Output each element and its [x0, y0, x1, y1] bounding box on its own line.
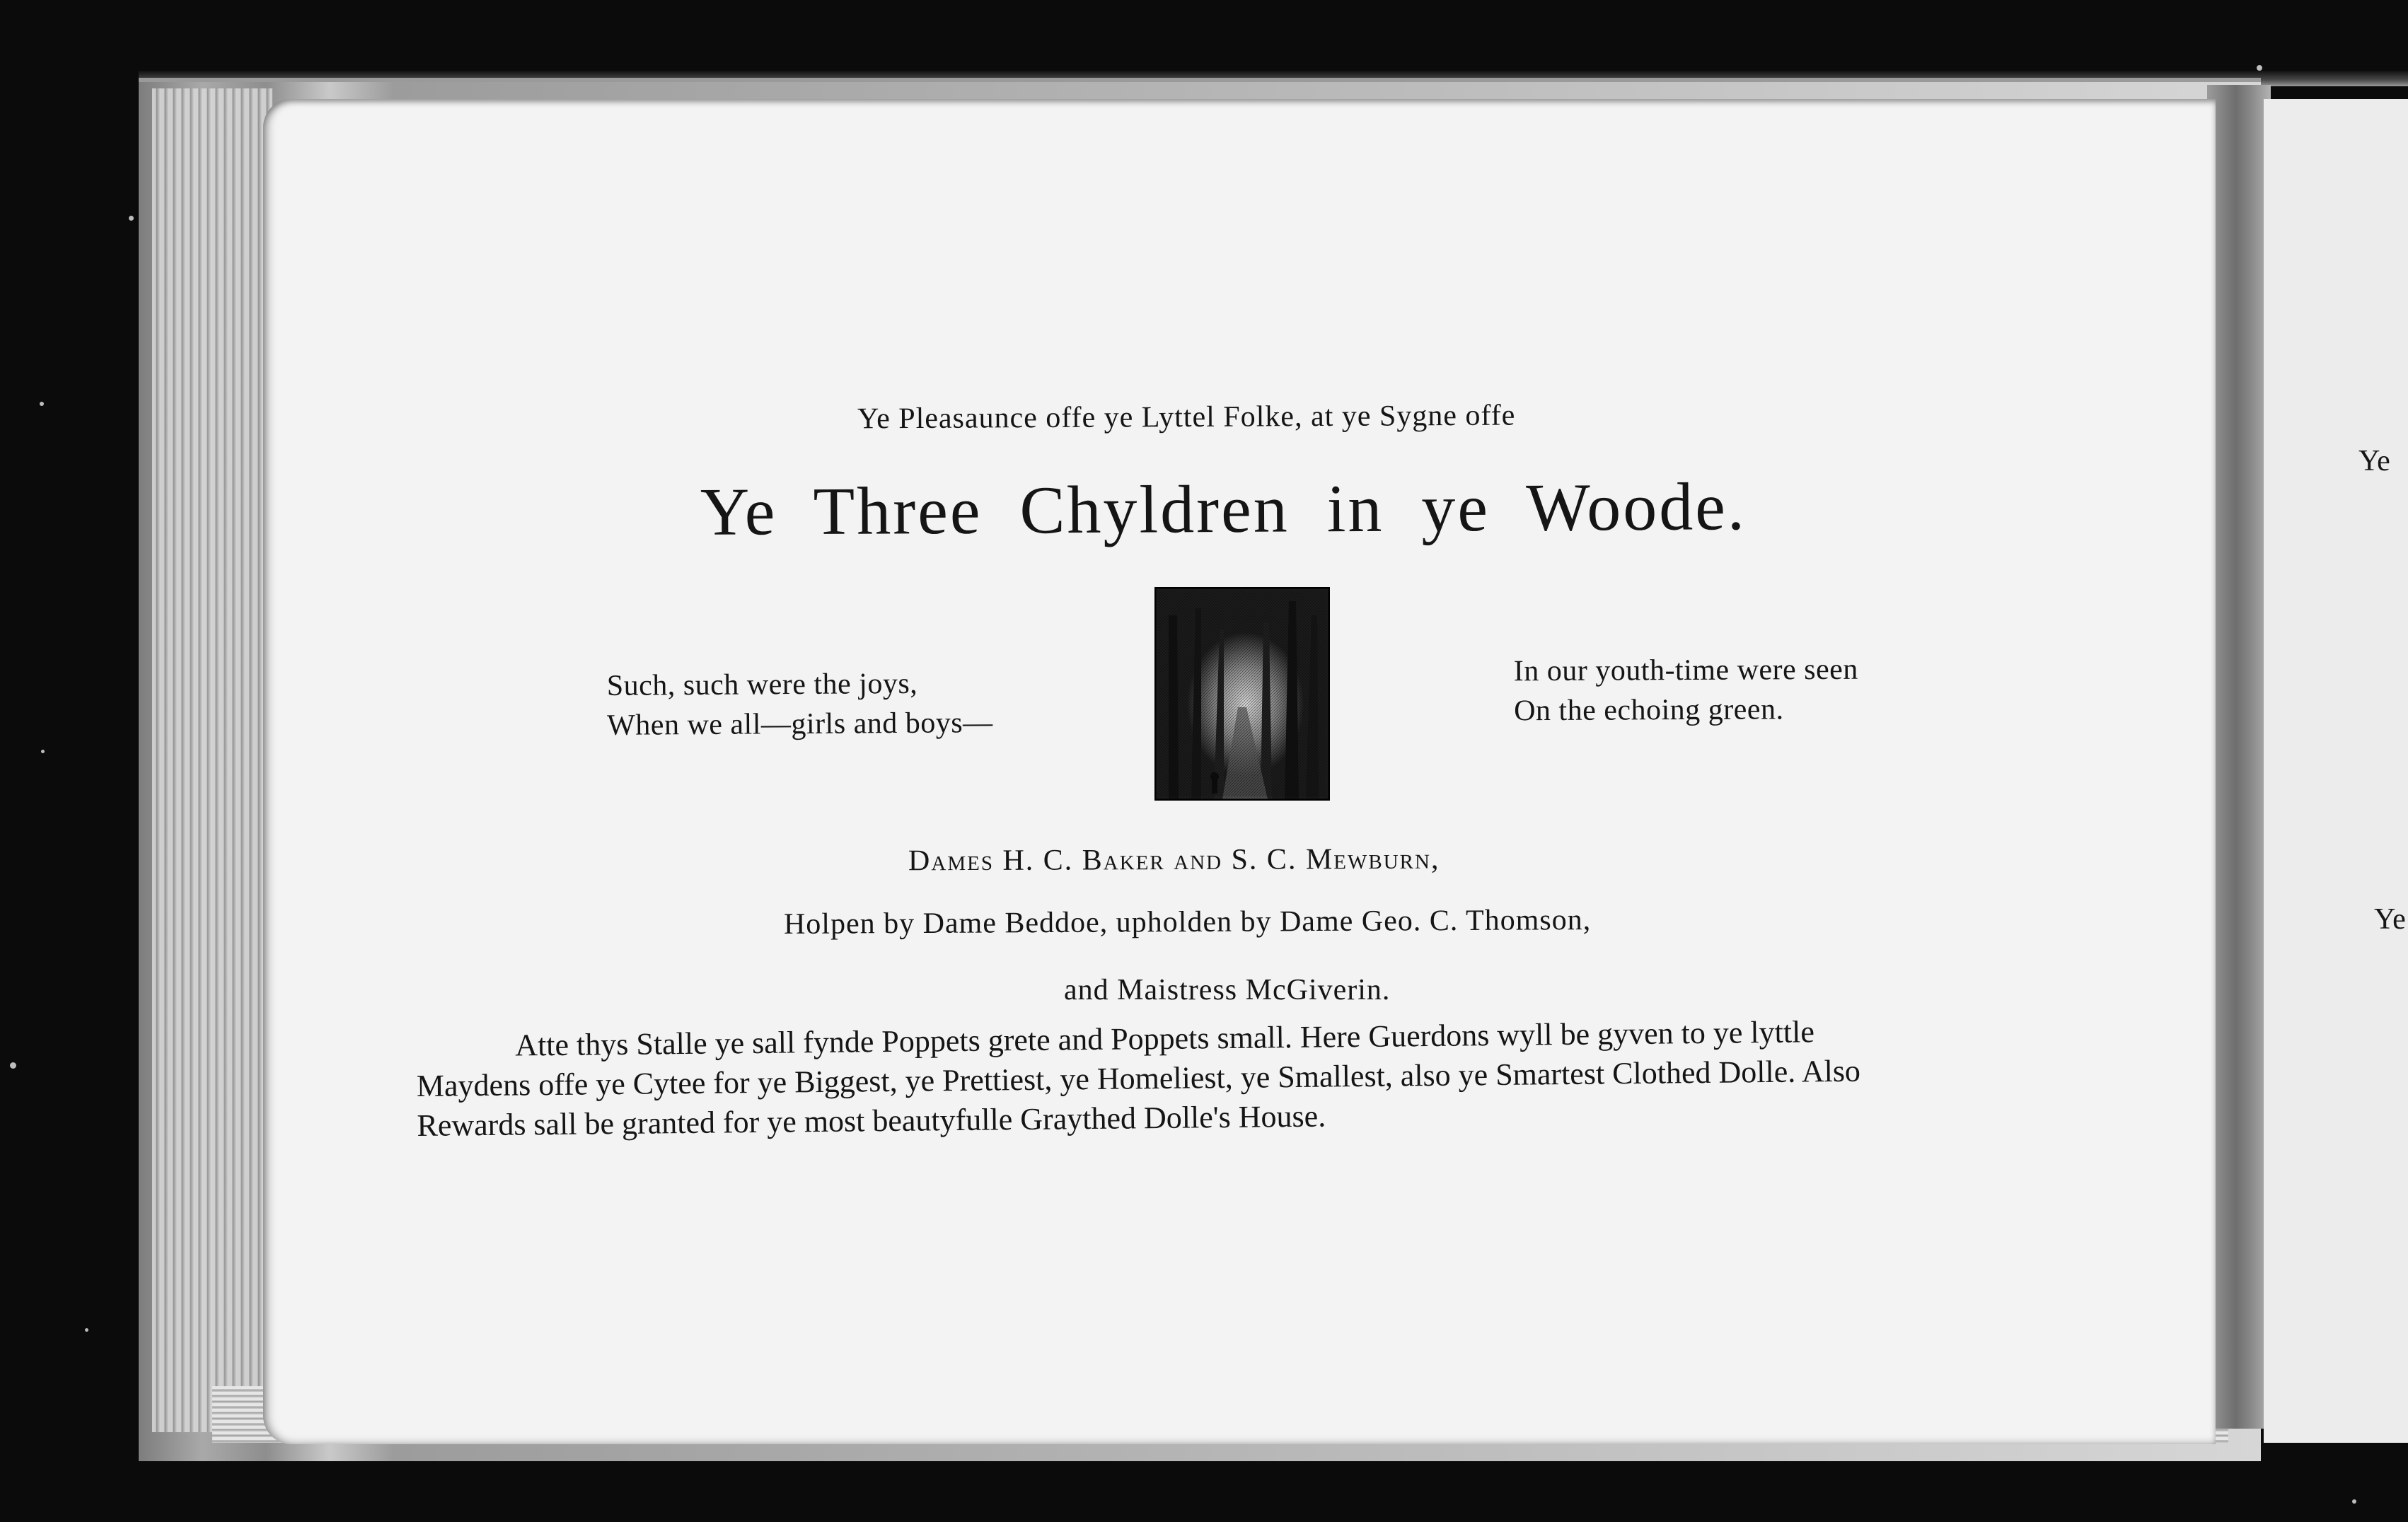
- page-title: Ye Three Chyldren in ye Woode.: [700, 468, 1747, 550]
- right-page-fragment: Ye: [2374, 903, 2406, 936]
- verse-line: In our youth-time were seen: [1513, 653, 1858, 688]
- right-page: [2264, 99, 2408, 1443]
- body-line: Maydens offe ye Cytee for ye Biggest, ye Prettiest, ye Homeliest, ye Smallest, also ye Smartest Clothed Dolle. Also: [416, 1053, 1861, 1103]
- right-page-fragment: Ye: [2358, 445, 2390, 477]
- intro-line: Ye Pleasaunce offe ye Lyttel Folke, at ye Sygne offe: [857, 399, 1516, 436]
- maistress-line: and Maistress McGiverin.: [1064, 974, 1391, 1006]
- verse-left: [607, 663, 993, 745]
- verse-line: When we all—girls and boys—: [607, 707, 993, 742]
- verse-right: [1514, 650, 1859, 731]
- forest-path-illustration: [1154, 587, 1330, 801]
- dust-speck: [10, 1062, 16, 1069]
- dust-speck: [2352, 1499, 2356, 1504]
- verse-line: Such, such were the joys,: [606, 667, 918, 702]
- dust-speck: [41, 750, 45, 753]
- dust-speck: [2257, 65, 2262, 71]
- helpers-line: Holpen by Dame Beddoe, upholden by Dame Geo. C. Thomson,: [783, 904, 1592, 941]
- book-gutter: [2207, 85, 2271, 1429]
- page-stack-left: [152, 88, 272, 1432]
- body-line: Rewards sall be granted for ye most beautyfulle Graythed Dolle's House.: [417, 1098, 1326, 1143]
- dames-line: Dames H. C. Baker and S. C. Mewburn,: [908, 842, 1440, 878]
- dust-speck: [129, 216, 134, 221]
- dust-speck: [40, 402, 44, 406]
- body-paragraph: [416, 1009, 2087, 1146]
- dust-speck: [85, 1328, 88, 1332]
- body-line: Atte thys Stalle ye sall fynde Poppets grete and Poppets small. Here Guerdons wyll be gyven to ye lyttle: [515, 1014, 1815, 1063]
- verse-line: On the echoing green.: [1514, 693, 1784, 728]
